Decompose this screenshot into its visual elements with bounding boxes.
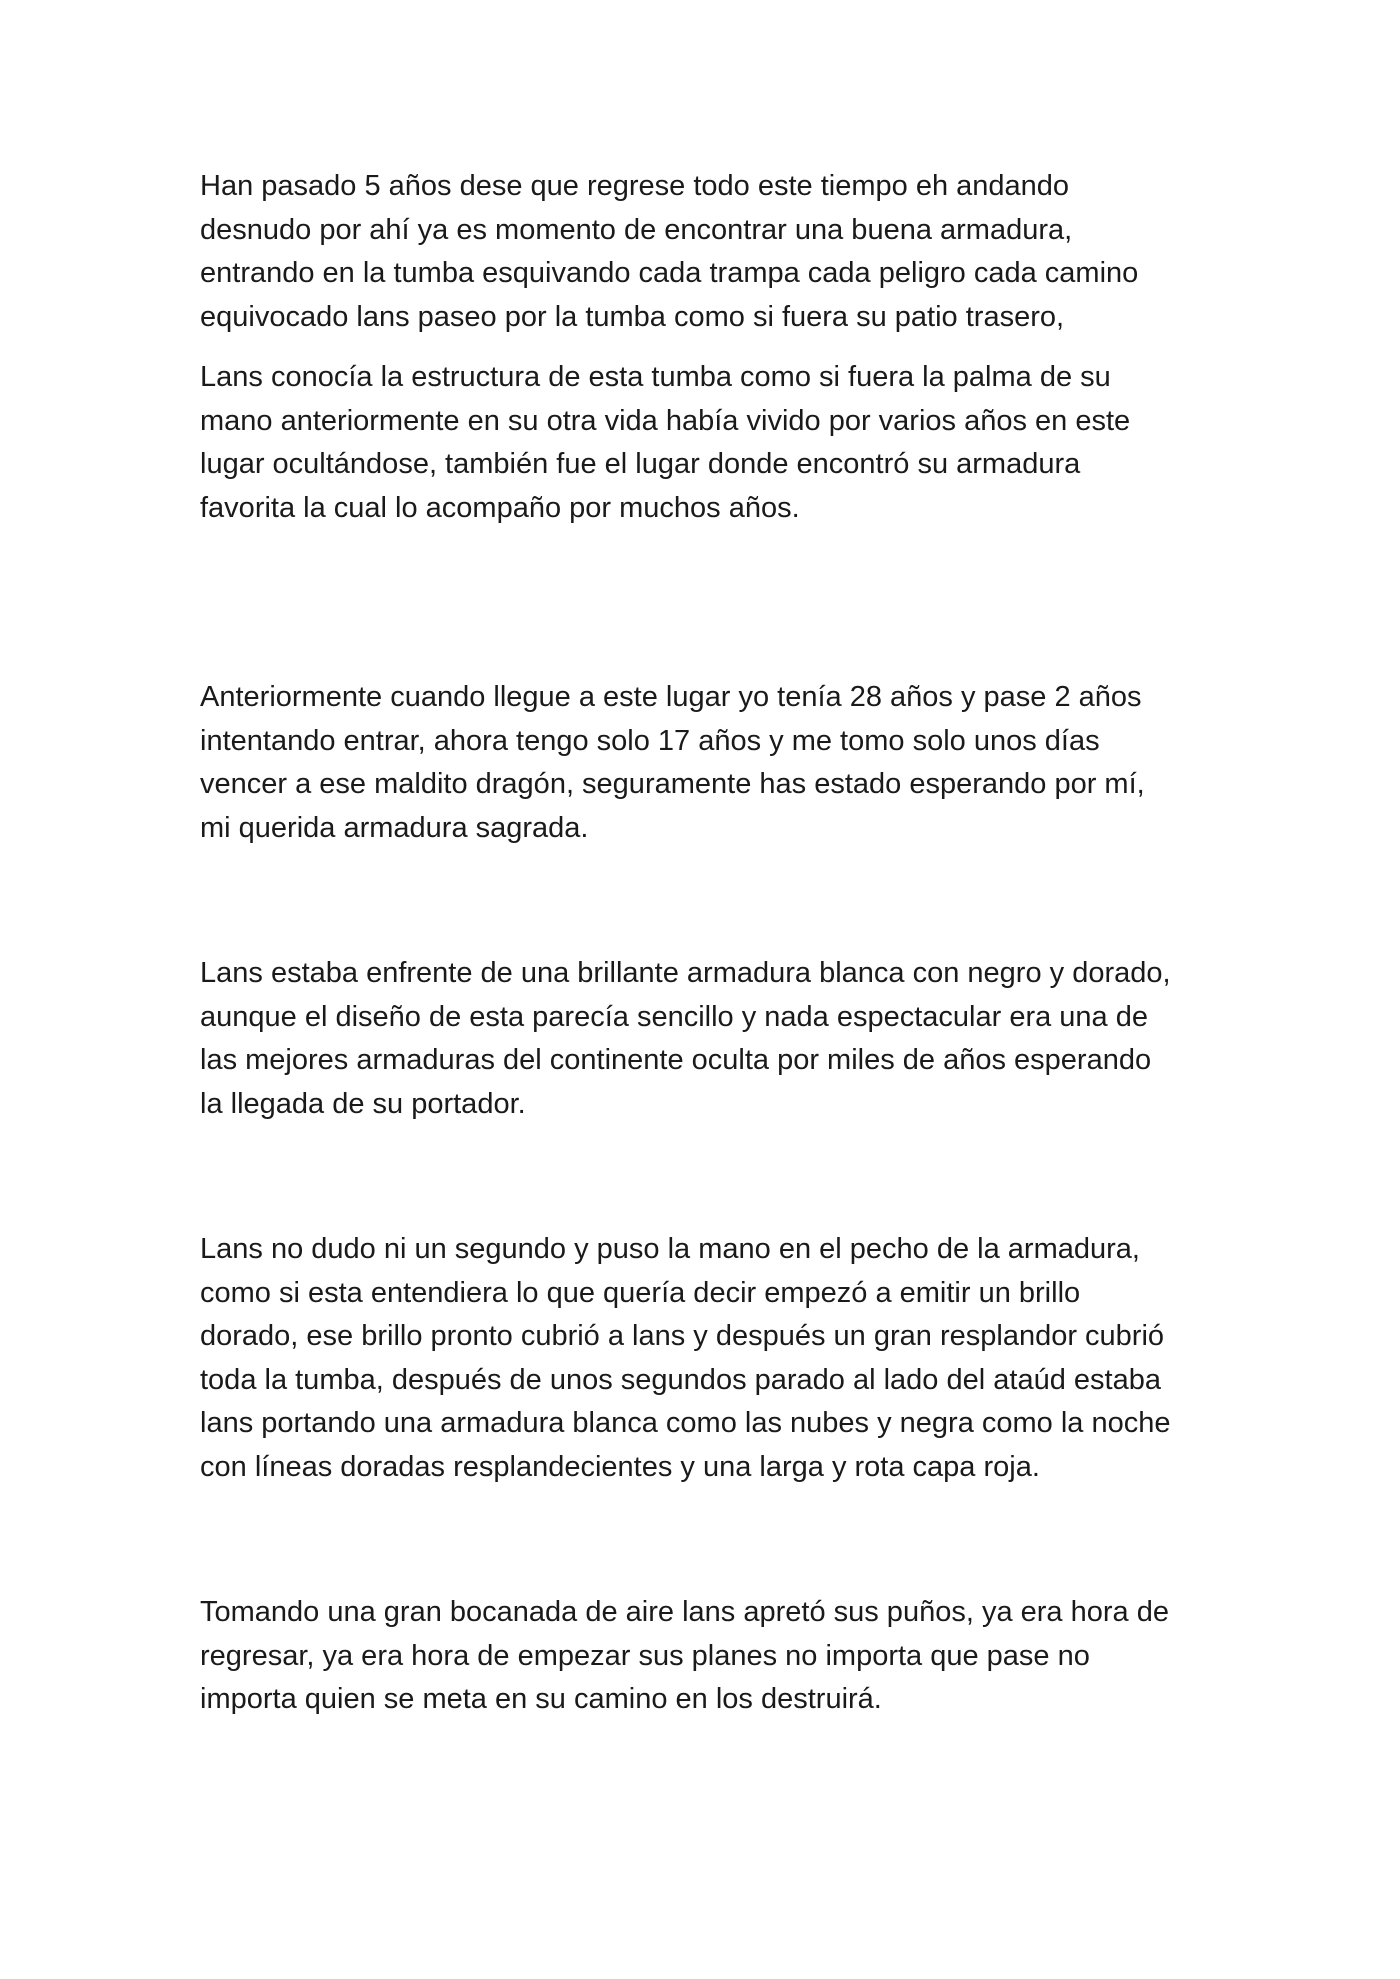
text-line: como si esta entendiera lo que quería decir empezó a emitir un brillo <box>200 1276 1081 1309</box>
text-line: Lans estaba enfrente de una brillante armadura blanca con negro y dorado, <box>200 957 1171 989</box>
text-line: dorado, ese brillo pronto cubrió a lans y después un gran resplandor cubrió <box>200 1320 1165 1352</box>
text-line: Anteriormente cuando llegue a este lugar yo tenía 28 años y pase 2 años <box>200 681 1142 713</box>
text-line: aunque el diseño de esta parecía sencillo y nada espectacular era una de <box>200 1000 1148 1033</box>
text-line: favorita la cual lo acompaño por muchos años. <box>200 491 800 524</box>
paragraph-1 <box>200 165 1210 339</box>
text-line: desnudo por ahí ya es momento de encontrar una buena armadura, <box>200 213 1073 246</box>
text-line: toda la tumba, después de unos segundos parado al lado del ataúd estaba <box>200 1363 1161 1396</box>
paragraph-3 <box>200 676 1210 850</box>
text-line: importa quien se meta en su camino en los destruirá. <box>200 1683 882 1715</box>
text-line: lugar ocultándose, también fue el lugar donde encontró su armadura <box>200 448 1081 480</box>
text-line: mi querida armadura sagrada. <box>200 811 589 844</box>
text-line: mano anteriormente en su otra vida había vivido por varios años en este <box>200 404 1131 437</box>
paragraph-4 <box>200 952 1210 1126</box>
paragraph-6 <box>200 1591 1210 1722</box>
text-line: lans portando una armadura blanca como las nubes y negra como la noche <box>200 1407 1171 1439</box>
text-line: intentando entrar, ahora tengo solo 17 años y me tomo solo unos días <box>200 724 1100 757</box>
document-body <box>200 165 1210 1722</box>
paragraph-2 <box>200 356 1210 530</box>
text-line: Lans conocía la estructura de esta tumba como si fuera la palma de su <box>200 361 1111 393</box>
text-line: equivocado lans paseo por la tumba como si fuera su patio trasero, <box>200 300 1065 333</box>
text-line: regresar, ya era hora de empezar sus planes no importa que pase no <box>200 1639 1090 1672</box>
text-line: vencer a ese maldito dragón, seguramente has estado esperando por mí, <box>200 768 1145 800</box>
text-line: las mejores armaduras del continente oculta por miles de años esperando <box>200 1044 1152 1076</box>
text-line: Lans no dudo ni un segundo y puso la mano en el pecho de la armadura, <box>200 1233 1140 1265</box>
text-line: Tomando una gran bocanada de aire lans apretó sus puños, ya era hora de <box>200 1596 1169 1628</box>
text-line: con líneas doradas resplandecientes y una larga y rota capa roja. <box>200 1450 1040 1483</box>
paragraph-5 <box>200 1228 1210 1489</box>
text-line: entrando en la tumba esquivando cada trampa cada peligro cada camino <box>200 257 1139 289</box>
text-line: Han pasado 5 años dese que regrese todo este tiempo eh andando <box>200 170 1070 202</box>
text-line: la llegada de su portador. <box>200 1087 526 1120</box>
